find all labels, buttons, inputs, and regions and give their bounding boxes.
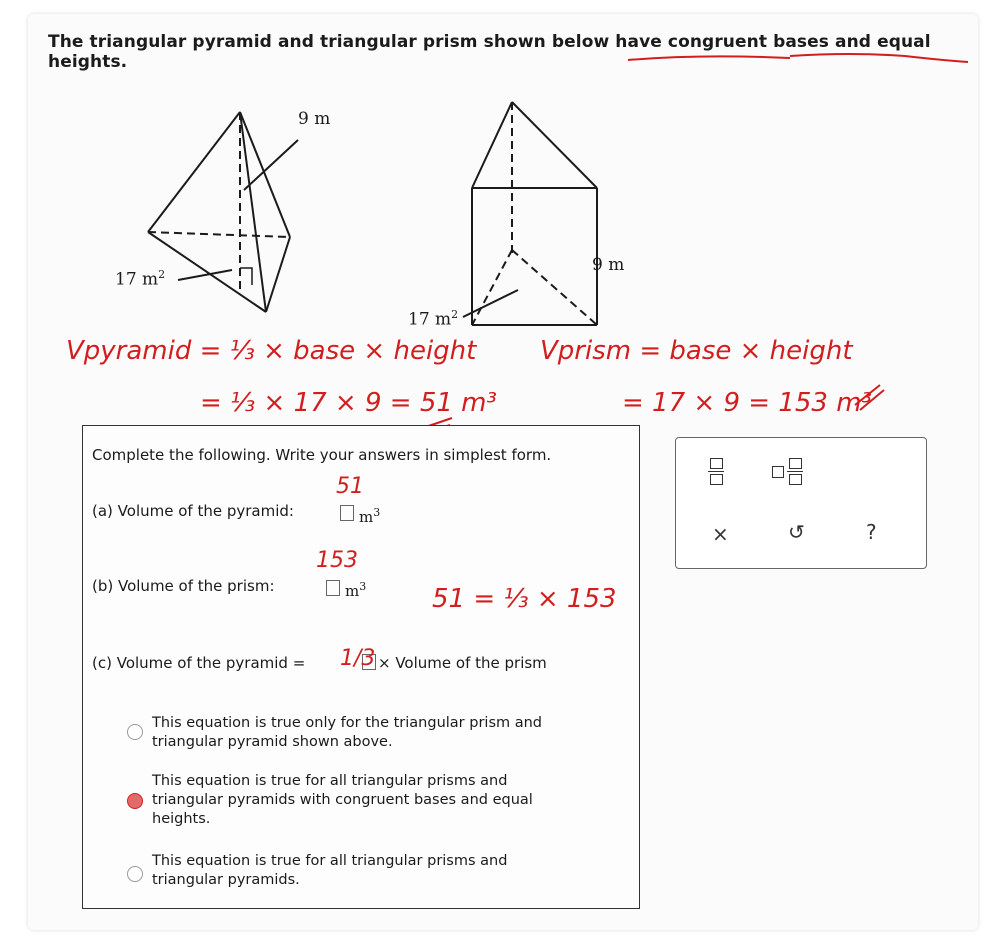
pyramid-height-label: 9 m	[298, 109, 331, 129]
help-button[interactable]: ?	[866, 520, 877, 544]
handwritten-pyramid-calc: = ⅓ × 17 × 9 = 51 m³	[200, 388, 497, 418]
prism-base-label: 17 $m^2$	[408, 308, 459, 330]
option-1-radio[interactable]	[127, 724, 143, 740]
instruction-text: Complete the following. Write your answers in simplest form.	[92, 446, 552, 464]
part-c-suffix: × Volume of the prism	[378, 654, 547, 672]
prism-figure	[463, 102, 597, 325]
handwritten-pyramid-formula: Vpyramid = ⅓ × base × height	[66, 336, 477, 366]
handwritten-prism-formula: Vprism = base × height	[540, 336, 853, 366]
option-1-text: This equation is true only for the triangular prism and triangular pyramid shown above.	[152, 715, 543, 750]
part-b-answer-box[interactable]	[326, 577, 340, 596]
option-2-radio[interactable]	[127, 793, 143, 809]
problem-statement: The triangular pyramid and triangular prism shown below have congruent bases and equal heights.	[48, 32, 931, 72]
part-b-unit: $m^3$	[345, 580, 367, 600]
part-c-prefix: (c) Volume of the pyramid =	[92, 654, 306, 672]
clear-button[interactable]: ×	[712, 522, 729, 546]
mixed-number-icon[interactable]	[772, 458, 803, 485]
part-a-label: (a) Volume of the pyramid:	[92, 502, 294, 520]
option-3-radio[interactable]	[127, 866, 143, 882]
part-a-answer-box[interactable]	[340, 502, 354, 521]
part-b-label: (b) Volume of the prism:	[92, 577, 275, 595]
fraction-icon[interactable]	[708, 458, 724, 489]
undo-button[interactable]: ↺	[788, 520, 805, 544]
handwritten-answer-a: 51	[336, 474, 364, 499]
pyramid-base-label: 17 $m^2$	[115, 268, 166, 290]
handwritten-answer-b: 153	[316, 548, 358, 573]
handwritten-prism-calc: = 17 × 9 = 153 m³	[622, 388, 872, 418]
option-3-text: This equation is true for all triangular prisms and triangular pyramids.	[152, 853, 508, 888]
math-toolbar	[675, 437, 927, 569]
option-2-text: This equation is true for all triangular prisms and triangular pyramids with congruent bases and equal heights.	[152, 773, 533, 827]
handwritten-answer-c: 1/3	[340, 646, 376, 671]
pyramid-figure	[148, 112, 298, 312]
handwritten-relation: 51 = ⅓ × 153	[432, 584, 617, 614]
part-a-unit: $m^3$	[359, 506, 381, 526]
prism-height-label: 9 m	[592, 255, 625, 275]
